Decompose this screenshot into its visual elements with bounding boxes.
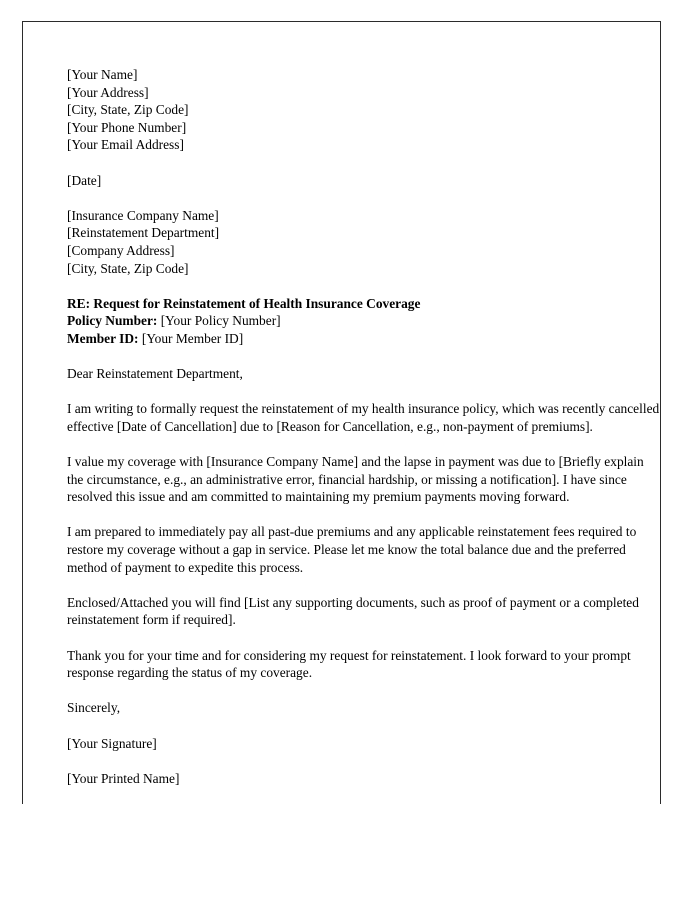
recipient-address-block bbox=[67, 207, 661, 277]
sender-name: [Your Name] bbox=[67, 67, 138, 82]
spacer-after-signature bbox=[67, 752, 661, 770]
body-paragraph-1: I am writing to formally request the reinstatement of my health insurance policy, which was recently cancelled effective [Date of Cancellation] due to [Reason for Cancellation, e.g., non-payment of premiums]. bbox=[67, 401, 663, 434]
body-paragraph-5: Thank you for your time and for considering my request for reinstatement. I look forward to your prompt response regarding the status of my coverage. bbox=[67, 647, 635, 681]
spacer-after-date bbox=[67, 189, 661, 207]
sender-city-state-zip: [City, State, Zip Code] bbox=[67, 102, 189, 118]
sender-email: [Your Email Address] bbox=[67, 137, 184, 153]
spacer-after-paragraph-2 bbox=[67, 506, 661, 524]
spacer-after-paragraph-5 bbox=[67, 682, 661, 700]
letter-page bbox=[22, 21, 661, 804]
date-block bbox=[67, 172, 661, 190]
recipient-address: [Company Address] bbox=[67, 242, 175, 258]
sender-address-block bbox=[67, 66, 661, 154]
date-line: [Date] bbox=[67, 172, 102, 188]
spacer-after-closing bbox=[67, 717, 661, 735]
spacer-after-sender bbox=[67, 154, 661, 172]
policy-number-value: [Your Policy Number] bbox=[157, 313, 281, 329]
body-paragraph-3: I am prepared to immediately pay all past-due premiums and any applicable reinstatement fees required to restore my coverage without a gap in service. Please let me know the total balance due and the preferred method of payment to expedite this process. bbox=[67, 524, 640, 575]
policy-number-line bbox=[67, 312, 661, 330]
signature-placeholder: [Your Signature] bbox=[67, 735, 157, 751]
spacer-after-recipient bbox=[67, 277, 661, 295]
closing-line: Sincerely, bbox=[67, 700, 121, 716]
policy-number-label: Policy Number: bbox=[67, 313, 158, 329]
re-subject-line: RE: Request for Reinstatement of Health Insurance Coverage bbox=[67, 295, 421, 311]
body-paragraph-2: I value my coverage with [Insurance Company Name] and the lapse in payment was due to [Briefly explain the circumstance, e.g., an administrative error, financial hardship, or missing a notification]. I have since resolved this issue and am committed to maintaining my premium payments moving forward. bbox=[67, 454, 648, 505]
member-id-label: Member ID: bbox=[67, 330, 139, 346]
spacer-after-subject bbox=[67, 348, 661, 366]
spacer-after-paragraph-3 bbox=[67, 576, 661, 594]
body-paragraph-4: Enclosed/Attached you will find [List any supporting documents, such as proof of payment or a completed reinstatement form if required]. bbox=[67, 594, 643, 628]
recipient-city-state-zip: [City, State, Zip Code] bbox=[67, 260, 189, 276]
sender-phone: [Your Phone Number] bbox=[67, 119, 187, 135]
salutation: Dear Reinstatement Department, bbox=[67, 366, 243, 382]
letter-content bbox=[67, 66, 661, 787]
spacer-after-paragraph-4 bbox=[67, 629, 661, 647]
recipient-company: [Insurance Company Name] bbox=[67, 207, 219, 223]
spacer-after-salutation bbox=[67, 383, 661, 401]
recipient-department: [Reinstatement Department] bbox=[67, 225, 220, 241]
member-id-value: [Your Member ID] bbox=[138, 330, 244, 346]
spacer-after-paragraph-1 bbox=[67, 435, 661, 453]
printed-name-placeholder: [Your Printed Name] bbox=[67, 770, 180, 786]
member-id-line bbox=[67, 330, 661, 348]
sender-address: [Your Address] bbox=[67, 84, 149, 100]
subject-block bbox=[67, 295, 661, 348]
